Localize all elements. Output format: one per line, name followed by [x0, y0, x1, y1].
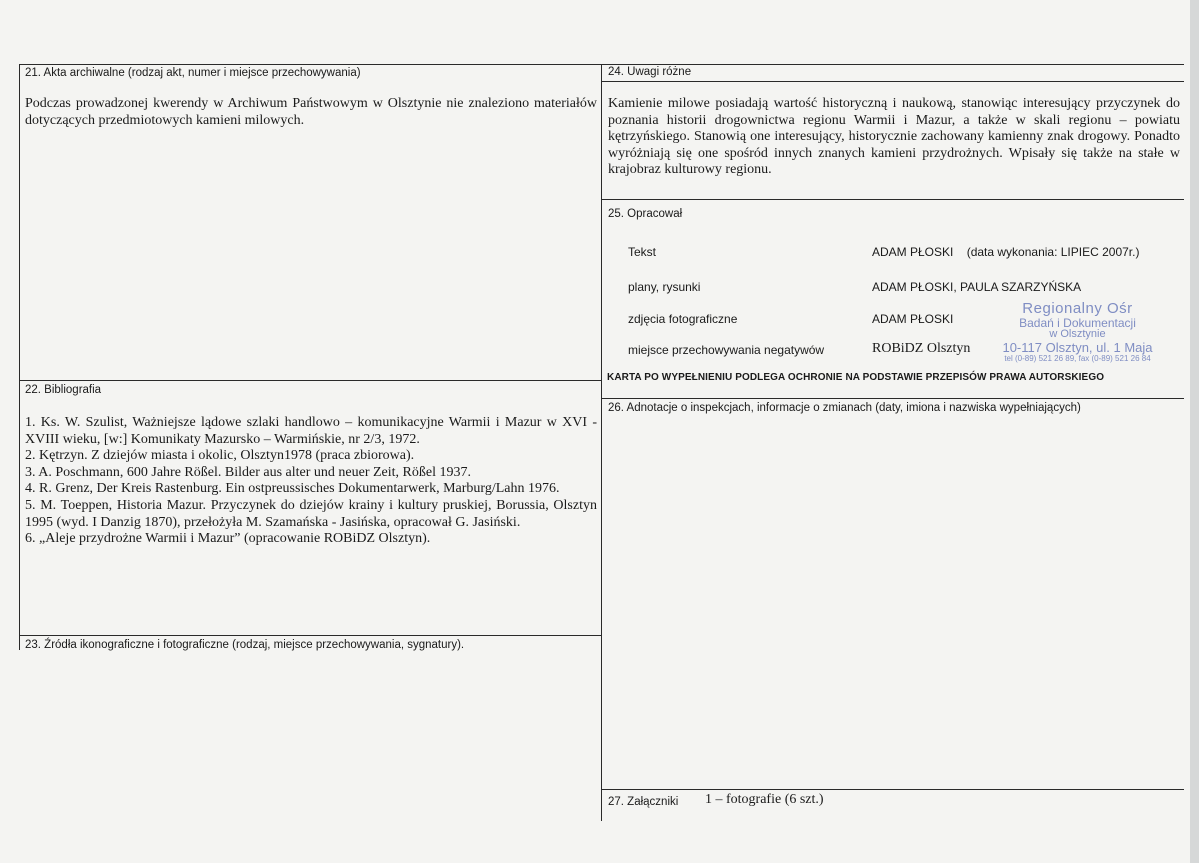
- copyright-notice: KARTA PO WYPEŁNIENIU PODLEGA OCHRONIE NA PODSTAWIE PRZEPISÓW PRAWA AUTORSKIEGO: [607, 372, 1105, 383]
- row-plans-label: plany, rysunki: [628, 280, 701, 294]
- section-21-heading: 21. Akta archiwalne (rodzaj akt, numer i miejsce przechowywania): [25, 67, 361, 79]
- section-25-heading: 25. Opracował: [608, 208, 683, 220]
- stamp-line-3: w Olsztynie: [1049, 328, 1106, 341]
- row-text-label: Tekst: [628, 245, 657, 259]
- bibliography-item: 5. M. Toeppen, Historia Mazur. Przyczynek do dziejów krainy i kultury pruskiej, Borussia, Olsztyn 1995 (wyd. I Danzig 1870), przełożyła M. Szamańska - Jasińska, opracował G. Jasiński.: [25, 497, 597, 530]
- rule-24-bottom: [602, 199, 1184, 200]
- rule-26-bottom: [602, 789, 1184, 790]
- rule-left: [19, 64, 20, 650]
- stamp-line-5: tel (0-89) 521 26 89, fax (0-89) 521 26 84: [1004, 353, 1151, 363]
- rule-middle: [601, 64, 602, 821]
- row-plans-value: ADAM PŁOSKI, PAULA SZARZYŃSKA: [872, 280, 1082, 294]
- bibliography-item: 2. Kętrzyn. Z dziejów miasta i okolic, Olsztyn1978 (praca zbiorowa).: [25, 448, 415, 464]
- section-24-text: Kamienie milowe posiadają wartość historyczną i naukową, stanowiąc interesujący przyczynek do poznania historii drogownictwa regionu Warmii i Mazur, a także w skali regionu – powiatu kętrzyńskiego. Stanowią one interesujący, historycznie zachowany kamienny znak drogowy. Ponadto wyróżniają się one spośród innych znanych kamieni przydrożnych. Wpisały się także na stałe w krajobraz kulturowy regionu.: [608, 96, 1180, 178]
- row-text-value: ADAM PŁOSKI (data wykonania: LIPIEC 2007r.): [872, 245, 1140, 259]
- rule-22-bottom: [19, 635, 602, 636]
- section-26-heading: 26. Adnotacje o inspekcjach, informacje o zmianach (daty, imiona i nazwiska wypełniających): [608, 402, 1081, 414]
- stamp-line-1: Regionalny Ośr: [1022, 300, 1133, 317]
- bibliography-list: [25, 415, 597, 548]
- bibliography-item: 3. A. Poschmann, 600 Jahre Rößel. Bilder aus alter und neuer Zeit, Rößel 1937.: [25, 464, 471, 480]
- rule-top-right: [602, 81, 1184, 82]
- section-27-heading: 27. Załączniki: [608, 796, 679, 808]
- section-24-heading: 24. Uwagi różne: [608, 66, 692, 78]
- stamp-line-2: Badań i Dokumentacji: [1019, 315, 1136, 330]
- bibliography-item: 4. R. Grenz, Der Kreis Rastenburg. Ein ostpreussisches Dokumentarwerk, Marburg/Lahn 1976.: [25, 481, 560, 497]
- bibliography-item: 6. „Aleje przydrożne Warmii i Mazur” (opracowanie ROBiDZ Olsztyn).: [25, 531, 431, 547]
- rule-25-bottom: [602, 398, 1184, 399]
- attachments-value: 1 – fotografie (6 szt.): [705, 792, 824, 807]
- section-21-text: Podczas prowadzonej kwerendy w Archiwum Państwowym w Olsztynie nie znaleziono materiałów dotyczących przedmiotowych kamieni milowych.: [25, 96, 597, 128]
- row-negatives-value: ROBiDZ Olsztyn: [872, 341, 971, 356]
- bibliography-item: 1. Ks. W. Szulist, Ważniejsze lądowe szlaki handlowo – komunikacyjne Warmii i Mazur w XVI - XVIII wieku, [w:] Komunikaty Mazursko – Warmińskie, nr 2/3, 1972.: [25, 415, 597, 447]
- rule-21-bottom: [19, 380, 602, 381]
- row-photos-value: ADAM PŁOSKI: [872, 312, 954, 326]
- scan-edge: [1190, 0, 1199, 863]
- section-23-heading: 23. Źródła ikonograficzne i fotograficzne (rodzaj, miejsce przechowywania, sygnatury).: [25, 639, 465, 651]
- institution-stamp: [990, 301, 1165, 363]
- row-photos-label: zdjęcia fotograficzne: [628, 312, 738, 326]
- row-negatives-label: miejsce przechowywania negatywów: [628, 343, 825, 357]
- section-22-heading: 22. Bibliografia: [25, 384, 102, 396]
- stamp-line-4: 10-117 Olsztyn, ul. 1 Maja: [1002, 339, 1153, 355]
